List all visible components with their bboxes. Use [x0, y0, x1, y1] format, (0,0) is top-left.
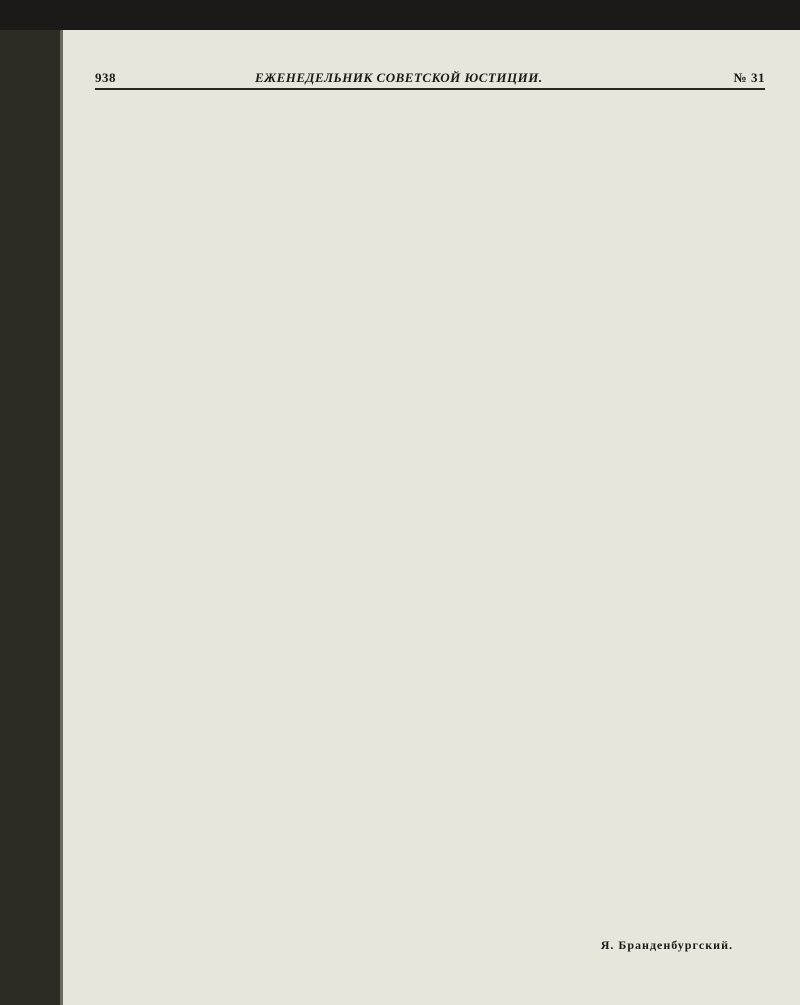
issue-number: № 31: [733, 70, 765, 85]
author-signature: Я. Бранденбургский.: [600, 938, 733, 952]
page-number: 938: [95, 70, 116, 85]
journal-title: ЕЖЕНЕДЕЛЬНИК СОВЕТСКОЙ ЮСТИЦИИ.: [255, 70, 543, 85]
page: [60, 30, 800, 1005]
book-binding: [0, 30, 60, 1005]
running-header: [95, 66, 765, 90]
